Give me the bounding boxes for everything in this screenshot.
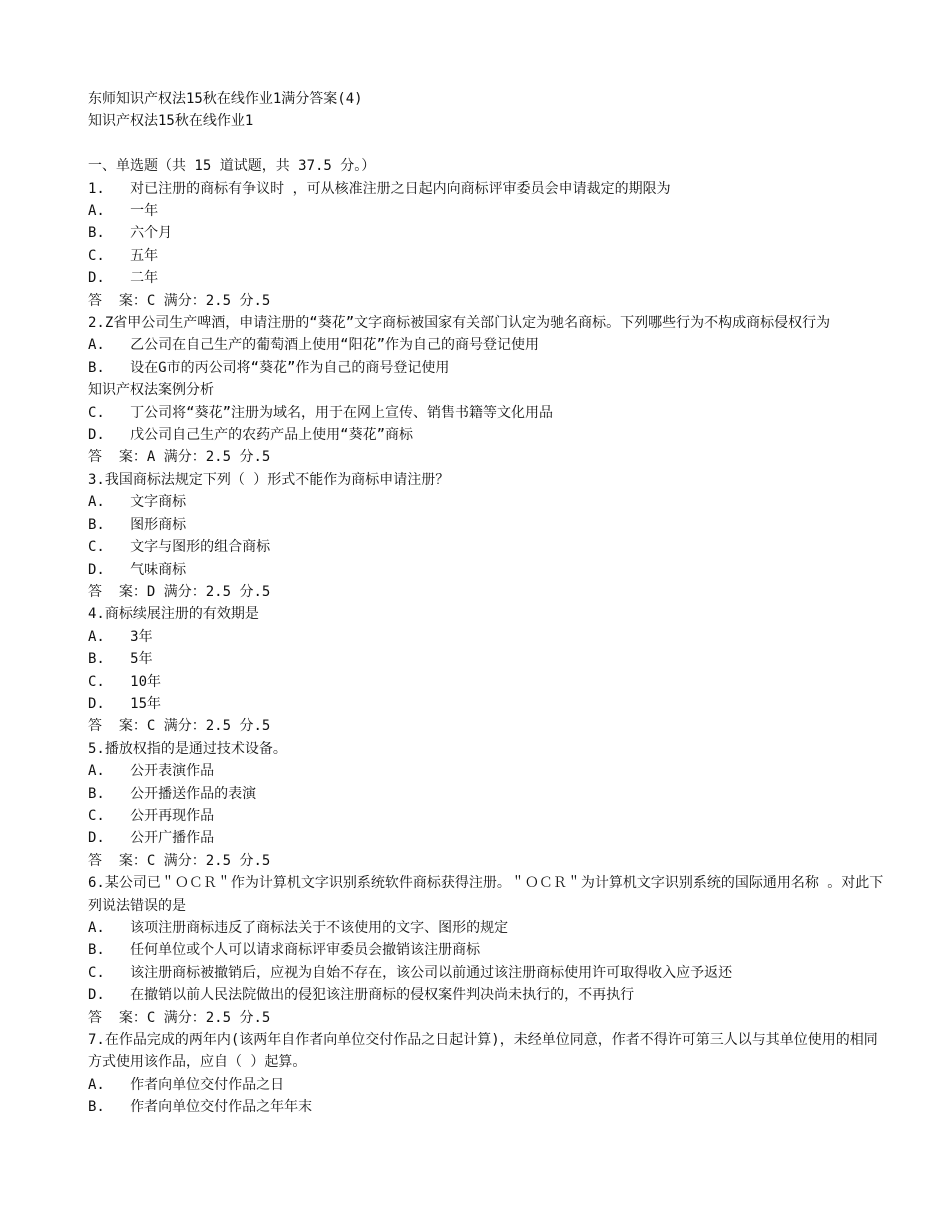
spacer [88,133,890,155]
answer-line [88,715,890,737]
option-a: A. 文字商标 [88,494,187,511]
answer-line [88,446,890,468]
question-1 [88,178,890,312]
option-a: A. 3年 [88,628,153,645]
option-d: D. 公开广播作品 [88,830,215,847]
question-stem: 2.Z省甲公司生产啤酒，申请注册的“葵花”文字商标被国家有关部门认定为驰名商标。下列哪些行为不构成商标侵权行为 [88,315,831,332]
option-b: B. 设在G市的丙公司将“葵花”作为自己的商号登记使用 [88,359,450,376]
option-d: D. 15年 [88,695,162,712]
question-2 [88,312,890,469]
question-stem: 3.我国商标法规定下列（ ）形式不能作为商标申请注册？ [88,471,450,488]
answer-prefix: 答 案： [88,583,147,600]
answer-prefix: 答 案： [88,292,147,309]
option-c: C. 丁公司将“葵花”注册为域名，用于在网上宣传、销售书籍等文化用品 [88,404,553,421]
document-title: 东师知识产权法15秋在线作业1满分答案(4) [88,91,363,107]
score-text: 满分：2.5 分.5 [155,449,271,466]
option-b: B. 5年 [88,651,153,668]
score-text: 满分：2.5 分.5 [155,852,271,869]
option-b: B. 图形商标 [88,516,187,533]
answer-letter: D [146,583,156,600]
option-a: A. 该项注册商标违反了商标法关于不该使用的文字、图形的规定 [88,920,509,937]
answer-line [88,1007,890,1029]
option-d: D. 气味商标 [88,561,187,578]
question-3 [88,469,890,603]
document-subtitle: 知识产权法15秋在线作业1 [88,113,254,130]
question-stem: 4.商标续展注册的有效期是 [88,606,259,623]
score-text: 满分：2.5 分.5 [155,1009,271,1026]
question-stem: 6.某公司已＂ＯＣＲ＂作为计算机文字识别系统软件商标获得注册。＂ＯＣＲ＂为计算机文字识别系统的国际通用名称 。对此下列说法错误的是 [88,875,884,914]
question-5 [88,738,890,872]
answer-letter: C [146,718,156,735]
option-a: A. 乙公司在自己生产的葡萄酒上使用“阳花”作为自己的商号登记使用 [88,337,539,354]
score-text: 满分：2.5 分.5 [155,718,271,735]
question-stem: 1. 对已注册的商标有争议时 ，可从核准注册之日起内向商标评审委员会申请裁定的期限为 [88,180,671,197]
answer-prefix: 答 案： [88,1009,147,1026]
answer-line [88,581,890,603]
option-c: C. 文字与图形的组合商标 [88,539,271,556]
question-stem: 5.播放权指的是通过技术设备。 [88,740,287,757]
option-a: A. 作者向单位交付作品之日 [88,1076,285,1093]
option-d: D. 二年 [88,270,159,287]
score-text: 满分：2.5 分.5 [155,583,271,600]
option-a: A. 一年 [88,203,159,220]
question-7 [88,1029,890,1119]
section-heading: 一、单选题（共 15 道试题，共 37.5 分。） [88,158,376,175]
option-c: C. 该注册商标被撤销后，应视为自始不存在，该公司以前通过该注册商标使用许可取得收入应予返还 [88,964,733,981]
score-text: 满分：2.5 分.5 [155,292,271,309]
option-b: B. 六个月 [88,225,173,242]
option-c: C. 五年 [88,247,159,264]
question-6 [88,872,890,1029]
answer-letter: A [146,449,156,466]
option-a: A. 公开表演作品 [88,763,215,780]
answer-prefix: 答 案： [88,852,147,869]
answer-letter: C [146,292,156,309]
option-d: D. 在撤销以前人民法院做出的侵犯该注册商标的侵权案件判决尚未执行的，不再执行 [88,987,635,1004]
question-4 [88,603,890,737]
inline-note: 知识产权法案例分析 [88,382,214,399]
question-stem: 7.在作品完成的两年内(该两年自作者向单位交付作品之日起计算)，未经单位同意，作者不得许可第三人以与其单位使用的相同方式使用该作品，应自（ ）起算。 [88,1032,878,1071]
option-c: C. 公开再现作品 [88,807,215,824]
option-b: B. 作者向单位交付作品之年年末 [88,1099,313,1116]
answer-letter: C [146,1009,156,1026]
answer-prefix: 答 案： [88,718,147,735]
option-b: B. 公开播送作品的表演 [88,785,257,802]
answer-prefix: 答 案： [88,449,147,466]
option-b: B. 任何单位或个人可以请求商标评审委员会撤销该注册商标 [88,942,481,959]
option-d: D. 戊公司自己生产的农药产品上使用“葵花”商标 [88,427,413,444]
answer-letter: C [146,852,156,869]
option-c: C. 10年 [88,673,162,690]
answer-line [88,290,890,312]
answer-line [88,850,890,872]
